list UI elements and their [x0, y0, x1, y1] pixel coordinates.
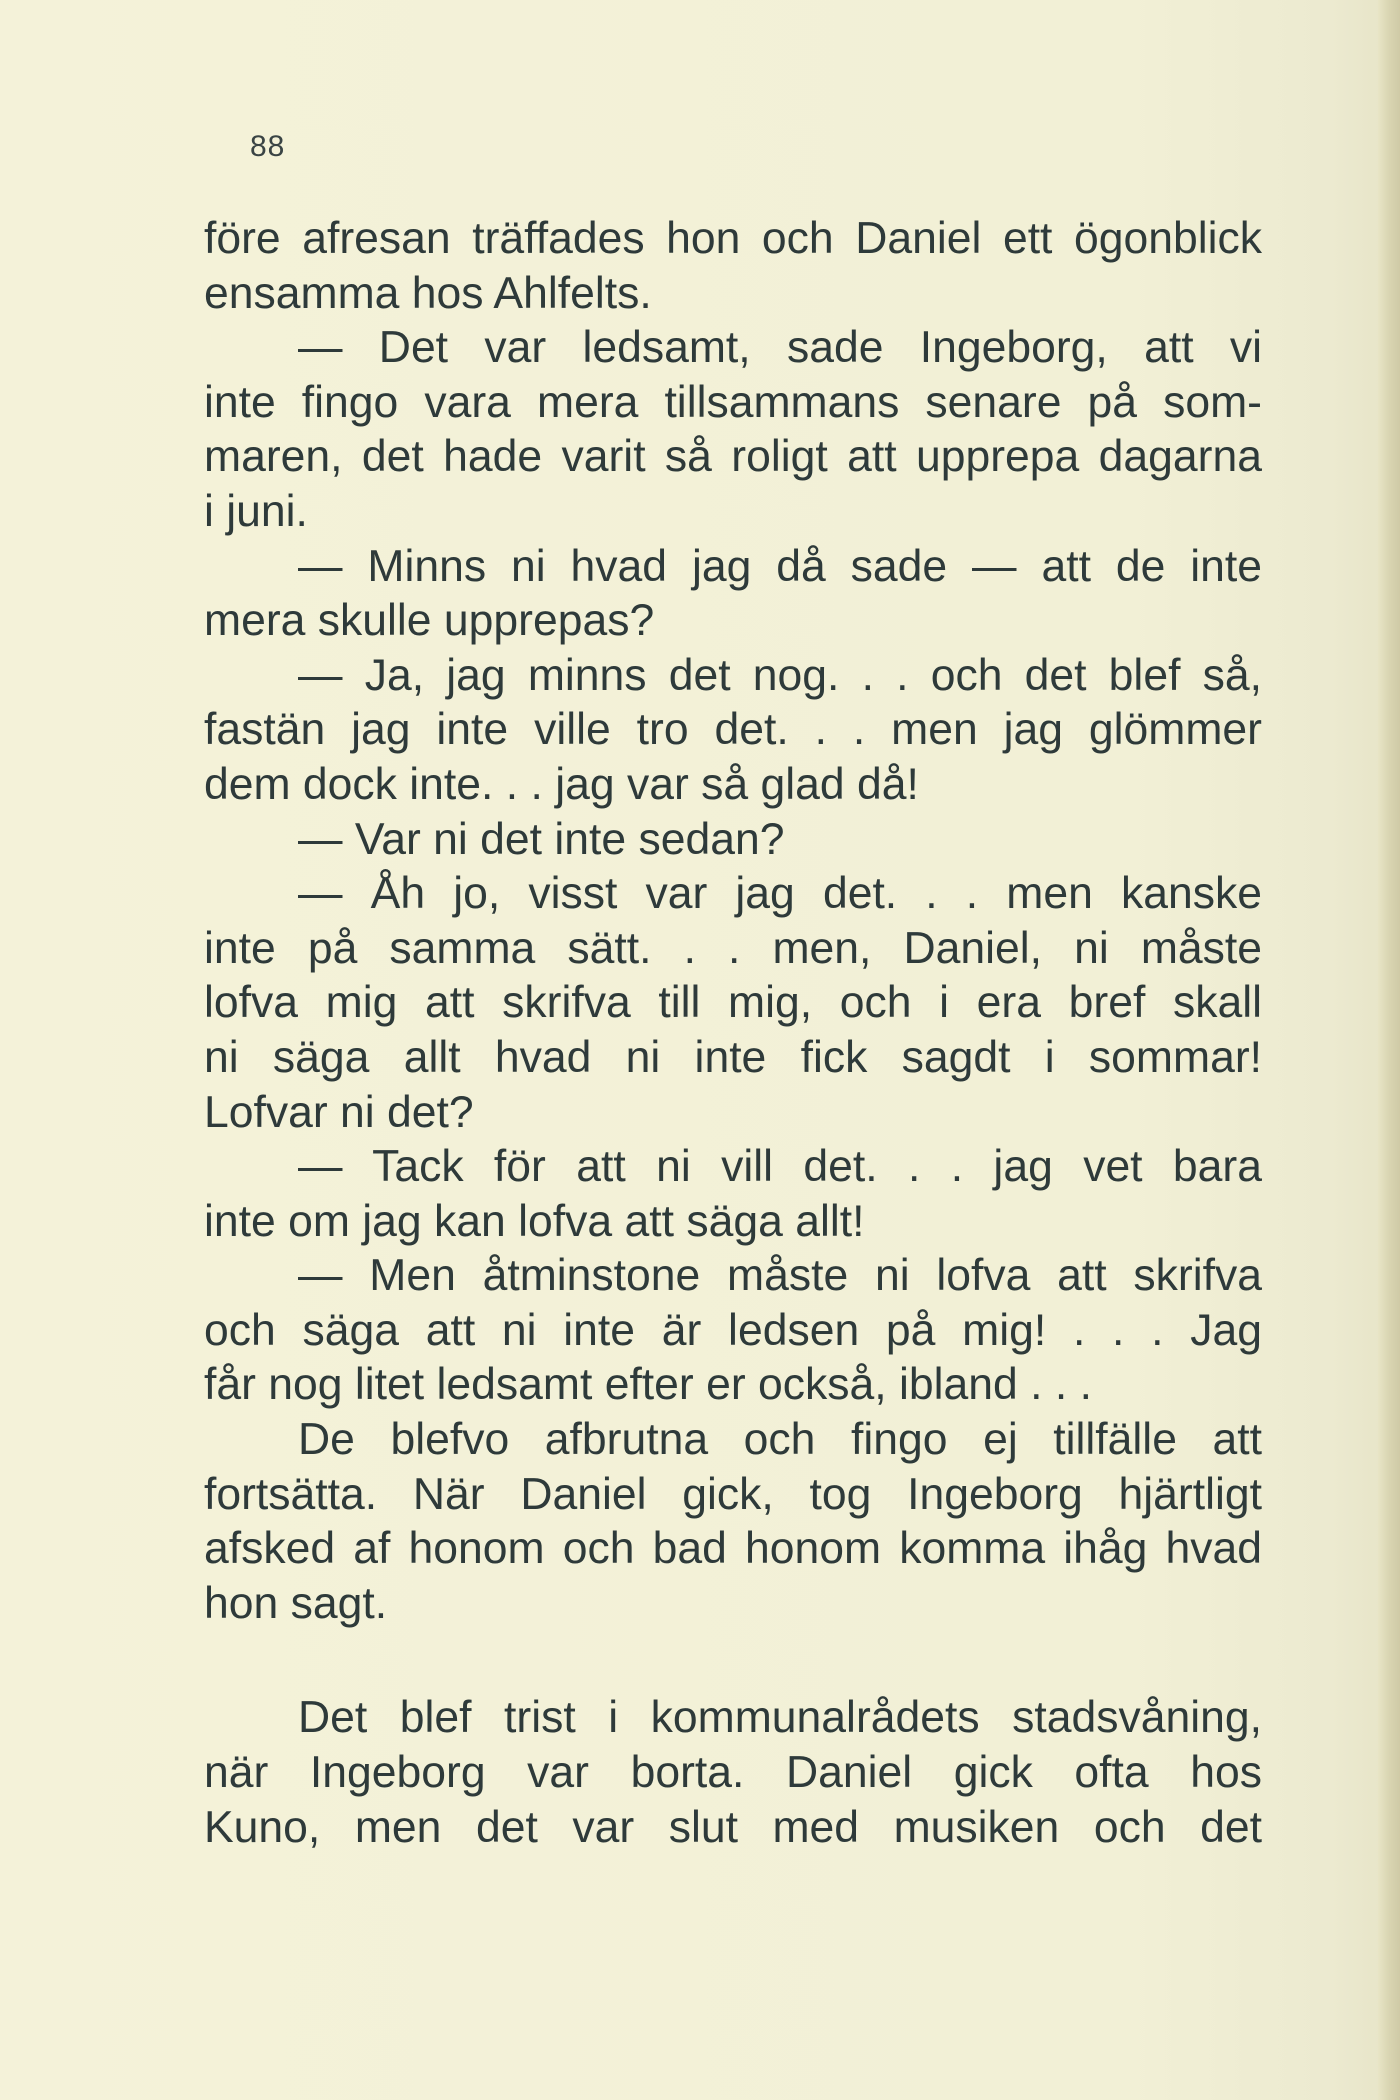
- text-line: maren, det hade varit så roligt att upprepa dagarna: [204, 432, 1262, 482]
- text-line: — Ja, jag minns det nog. . . och det blef så,: [298, 650, 1262, 700]
- page-spine-shadow: [1378, 0, 1400, 2100]
- text-line: ni säga allt hvad ni inte fick sagdt i sommar!: [204, 1032, 1262, 1082]
- text-line: — Det var ledsamt, sade Ingeborg, att vi: [298, 323, 1262, 373]
- text-line: och säga att ni inte är ledsen på mig! . . . Jag: [204, 1305, 1262, 1355]
- text-line: inte på samma sätt. . . men, Daniel, ni måste: [204, 923, 1262, 973]
- text-line: ensamma hos Ahlfelts.: [204, 268, 652, 318]
- text-line: — Minns ni hvad jag då sade — att de inte: [298, 541, 1262, 591]
- text-line: Lofvar ni det?: [204, 1087, 474, 1137]
- text-line: De blefvo afbrutna och fingo ej tillfälle att: [298, 1415, 1262, 1465]
- text-line: dem dock inte. . . jag var så glad då!: [204, 759, 919, 809]
- text-line: får nog litet ledsamt efter er också, ibland . . .: [204, 1360, 1092, 1410]
- text-line: — Åh jo, visst var jag det. . . men kanske: [298, 869, 1262, 919]
- text-line: Det blef trist i kommunalrådets stadsvåning,: [298, 1693, 1262, 1743]
- page-number: 88: [250, 130, 286, 163]
- text-line: lofva mig att skrifva till mig, och i era bref skall: [204, 978, 1262, 1028]
- text-line: — Men åtminstone måste ni lofva att skrifva: [298, 1251, 1262, 1301]
- text-line: — Var ni det inte sedan?: [298, 814, 785, 864]
- text-line: Kuno, men det var slut med musiken och det: [204, 1802, 1262, 1852]
- text-line: inte fingo vara mera tillsammans senare på som-: [204, 377, 1262, 427]
- section-break: [204, 1631, 1262, 1691]
- text-line: hon sagt.: [204, 1578, 388, 1628]
- body-text: [204, 212, 1262, 1855]
- paragraph-group-main: [204, 212, 1262, 1631]
- text-line: före afresan träffades hon och Daniel ett ögonblick: [204, 214, 1262, 263]
- text-line: när Ingeborg var borta. Daniel gick ofta hos: [204, 1748, 1262, 1798]
- text-line: mera skulle upprepas?: [204, 596, 655, 646]
- text-line: afsked af honom och bad honom komma ihåg hvad: [204, 1524, 1262, 1574]
- text-line: fastän jag inte ville tro det. . . men jag glömmer: [204, 705, 1262, 755]
- text-line: fortsätta. När Daniel gick, tog Ingeborg hjärtligt: [204, 1469, 1262, 1519]
- text-line: inte om jag kan lofva att säga allt!: [204, 1196, 865, 1246]
- text-line: i juni.: [204, 486, 308, 536]
- text-line: — Tack för att ni vill det. . . jag vet bara: [298, 1142, 1262, 1192]
- paragraph-group-continued: [204, 1691, 1262, 1855]
